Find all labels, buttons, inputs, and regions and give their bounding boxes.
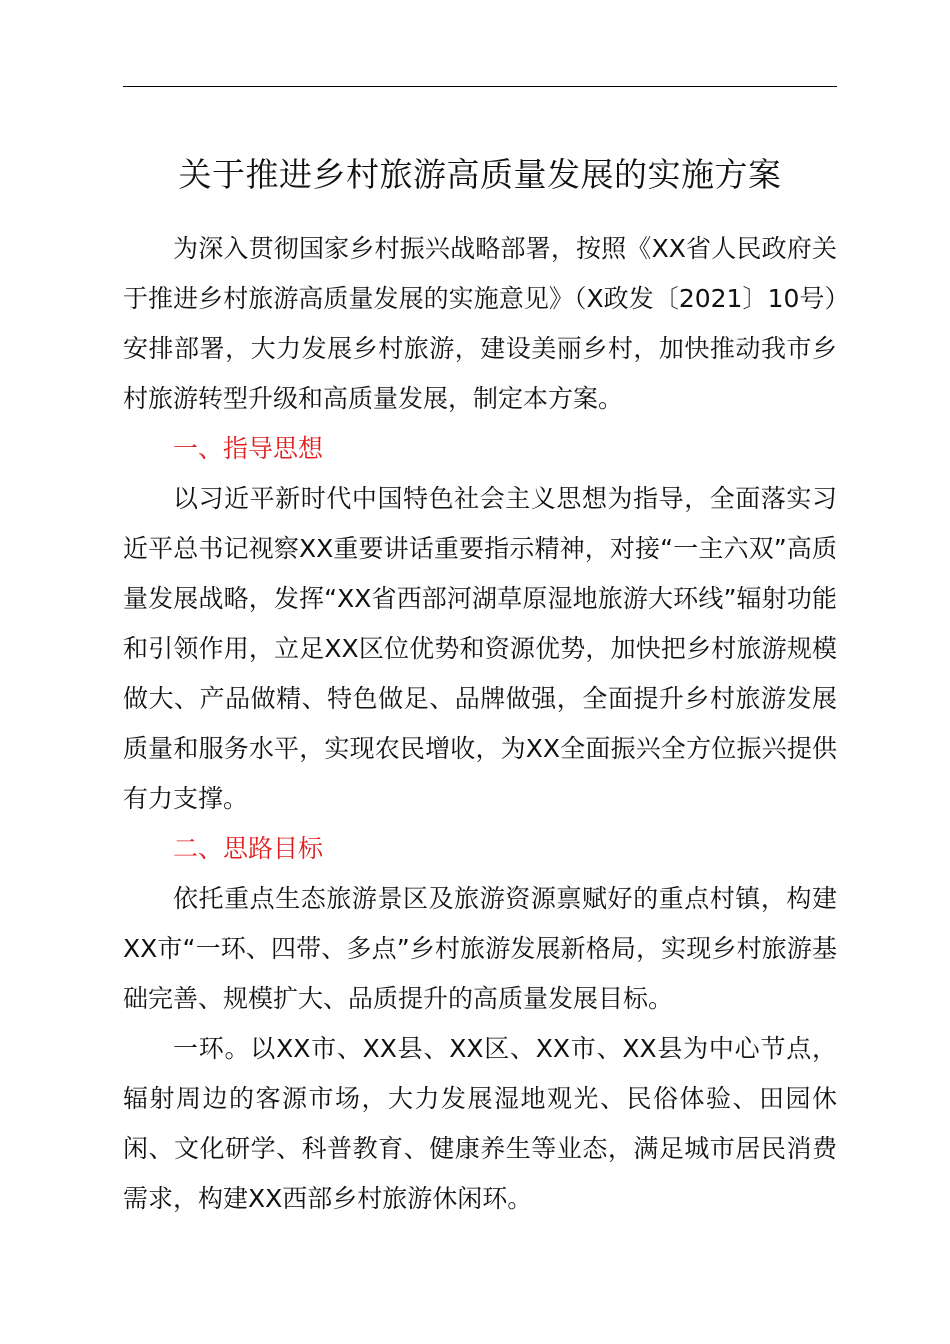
header-rule xyxy=(123,86,837,87)
one-ring-paragraph: 一环。以XX市、XX县、XX区、XX市、XX县为中心节点，辐射周边的客源市场，大力发展湿地观光、民俗体验、田园休闲、文化研学、科普教育、健康养生等业态，满足城市居民消费需求，构建XX西部乡村旅游休闲环。 xyxy=(123,1034,837,1213)
intro-paragraph: 为深入贯彻国家乡村振兴战略部署，按照《XX省人民政府关于推进乡村旅游高质量发展的实施意见》（X政发〔2021〕10号）安排部署，大力发展乡村旅游，建设美丽乡村，加快推动我市乡村旅游转型升级和高质量发展，制定本方案。 xyxy=(123,234,837,413)
goals-paragraph: 依托重点生态旅游景区及旅游资源禀赋好的重点村镇，构建XX市“一环、四带、多点”乡村旅游发展新格局，实现乡村旅游基础完善、规模扩大、品质提升的高质量发展目标。 xyxy=(123,884,837,1013)
guiding-ideology-paragraph: 以习近平新时代中国特色社会主义思想为指导，全面落实习近平总书记视察XX重要讲话重要指示精神，对接“一主六双”高质量发展战略，发挥“XX省西部河湖草原湿地旅游大环线”辐射功能和引领作用，立足XX区位优势和资源优势，加快把乡村旅游规模做大、产品做精、特色做足、品牌做强，全面提升乡村旅游发展质量和服务水平，实现农民增收，为XX全面振兴全方位振兴提供有力支撑。 xyxy=(123,484,837,813)
document-title: 关于推进乡村旅游高质量发展的实施方案 xyxy=(178,155,782,194)
document-body xyxy=(123,224,837,1224)
section-heading-goals: 二、思路目标 xyxy=(173,834,324,863)
section-heading-guiding-ideology: 一、指导思想 xyxy=(173,434,324,463)
